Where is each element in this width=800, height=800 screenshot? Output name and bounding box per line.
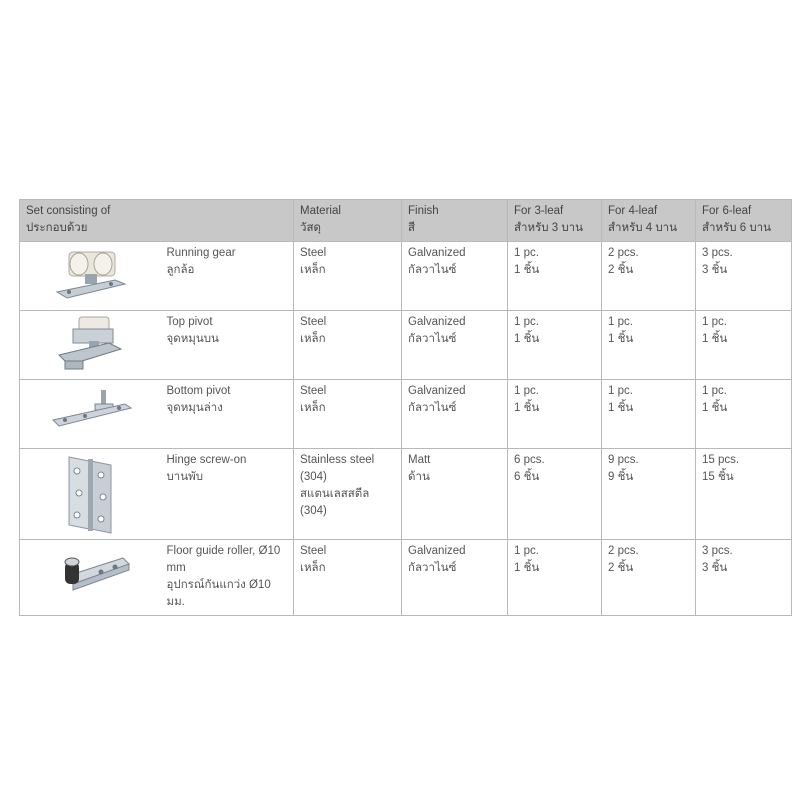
item-name-th: จุดหมุนล่าง bbox=[166, 402, 223, 414]
finish-th: ด้าน bbox=[408, 471, 430, 483]
finish-th: กัลวาไนซ์ bbox=[408, 562, 457, 574]
qty-6-leaf-cell bbox=[696, 380, 792, 449]
finish-en: Galvanized bbox=[408, 385, 466, 397]
finish-th: กัลวาไนซ์ bbox=[408, 333, 457, 345]
finish-cell bbox=[402, 449, 508, 540]
bottom-pivot-icon bbox=[45, 380, 135, 446]
item-name-th: จุดหมุนบน bbox=[166, 333, 219, 345]
qty-en: 3 pcs. bbox=[702, 545, 733, 557]
qty-th: 2 ชิ้น bbox=[608, 264, 634, 276]
table-row bbox=[20, 540, 792, 616]
qty-4-leaf-cell bbox=[602, 311, 696, 380]
qty-en: 1 pc. bbox=[608, 316, 633, 328]
qty-en: 9 pcs. bbox=[608, 454, 639, 466]
item-name-en: Floor guide roller, Ø10 mm bbox=[166, 545, 281, 574]
components-table bbox=[19, 199, 792, 616]
qty-th: 9 ชิ้น bbox=[608, 471, 634, 483]
material-en: Steel bbox=[300, 316, 327, 328]
qty-4-leaf-cell bbox=[602, 242, 696, 311]
header-6-leaf bbox=[696, 200, 792, 242]
header-6-leaf-th: สำหรับ 6 บาน bbox=[702, 222, 771, 234]
header-3-leaf-th: สำหรับ 3 บาน bbox=[514, 222, 583, 234]
qty-6-leaf-cell bbox=[696, 540, 792, 616]
material-cell bbox=[294, 311, 402, 380]
product-image-cell bbox=[20, 540, 161, 616]
qty-en: 2 pcs. bbox=[608, 247, 639, 259]
header-set bbox=[20, 200, 294, 242]
qty-th: 1 ชิ้น bbox=[702, 333, 728, 345]
qty-6-leaf-cell bbox=[696, 242, 792, 311]
material-cell bbox=[294, 242, 402, 311]
qty-th: 3 ชิ้น bbox=[702, 562, 728, 574]
qty-en: 1 pc. bbox=[514, 316, 539, 328]
qty-th: 2 ชิ้น bbox=[608, 562, 634, 574]
running-gear-icon bbox=[45, 242, 135, 308]
item-name-th: บานพับ bbox=[166, 471, 203, 483]
qty-th: 3 ชิ้น bbox=[702, 264, 728, 276]
item-name-cell bbox=[161, 311, 294, 380]
item-name-th: อุปกรณ์กันแกว่ง Ø10 มม. bbox=[166, 579, 271, 608]
qty-4-leaf-cell bbox=[602, 380, 696, 449]
header-material bbox=[294, 200, 402, 242]
qty-en: 2 pcs. bbox=[608, 545, 639, 557]
finish-th: กัลวาไนซ์ bbox=[408, 402, 457, 414]
table-row bbox=[20, 242, 792, 311]
finish-en: Galvanized bbox=[408, 316, 466, 328]
qty-th: 1 ชิ้น bbox=[514, 562, 540, 574]
material-en: Stainless steel (304) bbox=[300, 454, 375, 483]
qty-th: 1 ชิ้น bbox=[608, 333, 634, 345]
item-name-en: Bottom pivot bbox=[166, 385, 231, 397]
item-name-cell bbox=[161, 449, 294, 540]
qty-3-leaf-cell bbox=[508, 242, 602, 311]
qty-th: 1 ชิ้น bbox=[608, 402, 634, 414]
material-cell bbox=[294, 380, 402, 449]
qty-th: 1 ชิ้น bbox=[514, 264, 540, 276]
material-en: Steel bbox=[300, 545, 327, 557]
qty-4-leaf-cell bbox=[602, 449, 696, 540]
header-set-en: Set consisting of bbox=[26, 205, 111, 217]
item-name-en: Running gear bbox=[166, 247, 236, 259]
material-cell bbox=[294, 449, 402, 540]
qty-en: 6 pcs. bbox=[514, 454, 545, 466]
header-finish-en: Finish bbox=[408, 205, 439, 217]
table-row bbox=[20, 449, 792, 540]
floor-guide-roller-icon bbox=[45, 540, 135, 604]
material-en: Steel bbox=[300, 385, 327, 397]
qty-6-leaf-cell bbox=[696, 311, 792, 380]
qty-en: 1 pc. bbox=[514, 385, 539, 397]
finish-cell bbox=[402, 380, 508, 449]
qty-en: 3 pcs. bbox=[702, 247, 733, 259]
header-4-leaf bbox=[602, 200, 696, 242]
header-material-th: วัสดุ bbox=[300, 222, 321, 234]
qty-th: 1 ชิ้น bbox=[702, 402, 728, 414]
material-en: Steel bbox=[300, 247, 327, 259]
product-image-cell bbox=[20, 242, 161, 311]
header-material-en: Material bbox=[300, 205, 341, 217]
qty-en: 15 pcs. bbox=[702, 454, 740, 466]
qty-en: 1 pc. bbox=[514, 545, 539, 557]
qty-th: 1 ชิ้น bbox=[514, 333, 540, 345]
header-set-th: ประกอบด้วย bbox=[26, 222, 88, 234]
qty-3-leaf-cell bbox=[508, 311, 602, 380]
material-cell bbox=[294, 540, 402, 616]
qty-th: 1 ชิ้น bbox=[514, 402, 540, 414]
item-name-en: Top pivot bbox=[166, 316, 213, 328]
finish-en: Galvanized bbox=[408, 545, 466, 557]
table-row bbox=[20, 380, 792, 449]
qty-th: 15 ชิ้น bbox=[702, 471, 734, 483]
qty-en: 1 pc. bbox=[702, 316, 727, 328]
qty-3-leaf-cell bbox=[508, 449, 602, 540]
qty-3-leaf-cell bbox=[508, 540, 602, 616]
finish-cell bbox=[402, 242, 508, 311]
material-th: เหล็ก bbox=[300, 562, 326, 574]
qty-en: 1 pc. bbox=[608, 385, 633, 397]
material-th: เหล็ก bbox=[300, 264, 326, 276]
header-6-leaf-en: For 6-leaf bbox=[702, 205, 752, 217]
header-3-leaf bbox=[508, 200, 602, 242]
material-th: เหล็ก bbox=[300, 333, 326, 345]
hinge-icon bbox=[45, 449, 135, 537]
qty-en: 1 pc. bbox=[514, 247, 539, 259]
product-image-cell bbox=[20, 311, 161, 380]
finish-cell bbox=[402, 311, 508, 380]
table-row bbox=[20, 311, 792, 380]
header-4-leaf-th: สำหรับ 4 บาน bbox=[608, 222, 677, 234]
material-th: สแตนเลสสตีล (304) bbox=[300, 488, 370, 517]
qty-4-leaf-cell bbox=[602, 540, 696, 616]
header-3-leaf-en: For 3-leaf bbox=[514, 205, 564, 217]
product-image-cell bbox=[20, 449, 161, 540]
header-finish bbox=[402, 200, 508, 242]
qty-3-leaf-cell bbox=[508, 380, 602, 449]
header-finish-th: สี bbox=[408, 222, 416, 234]
item-name-en: Hinge screw-on bbox=[166, 454, 247, 466]
qty-6-leaf-cell bbox=[696, 449, 792, 540]
table-header-row bbox=[20, 200, 792, 242]
item-name-cell bbox=[161, 540, 294, 616]
header-4-leaf-en: For 4-leaf bbox=[608, 205, 658, 217]
qty-th: 6 ชิ้น bbox=[514, 471, 540, 483]
finish-en: Galvanized bbox=[408, 247, 466, 259]
item-name-cell bbox=[161, 380, 294, 449]
material-th: เหล็ก bbox=[300, 402, 326, 414]
finish-en: Matt bbox=[408, 454, 431, 466]
qty-en: 1 pc. bbox=[702, 385, 727, 397]
finish-th: กัลวาไนซ์ bbox=[408, 264, 457, 276]
top-pivot-icon bbox=[45, 311, 135, 377]
product-image-cell bbox=[20, 380, 161, 449]
item-name-cell bbox=[161, 242, 294, 311]
finish-cell bbox=[402, 540, 508, 616]
item-name-th: ลูกล้อ bbox=[166, 264, 195, 276]
